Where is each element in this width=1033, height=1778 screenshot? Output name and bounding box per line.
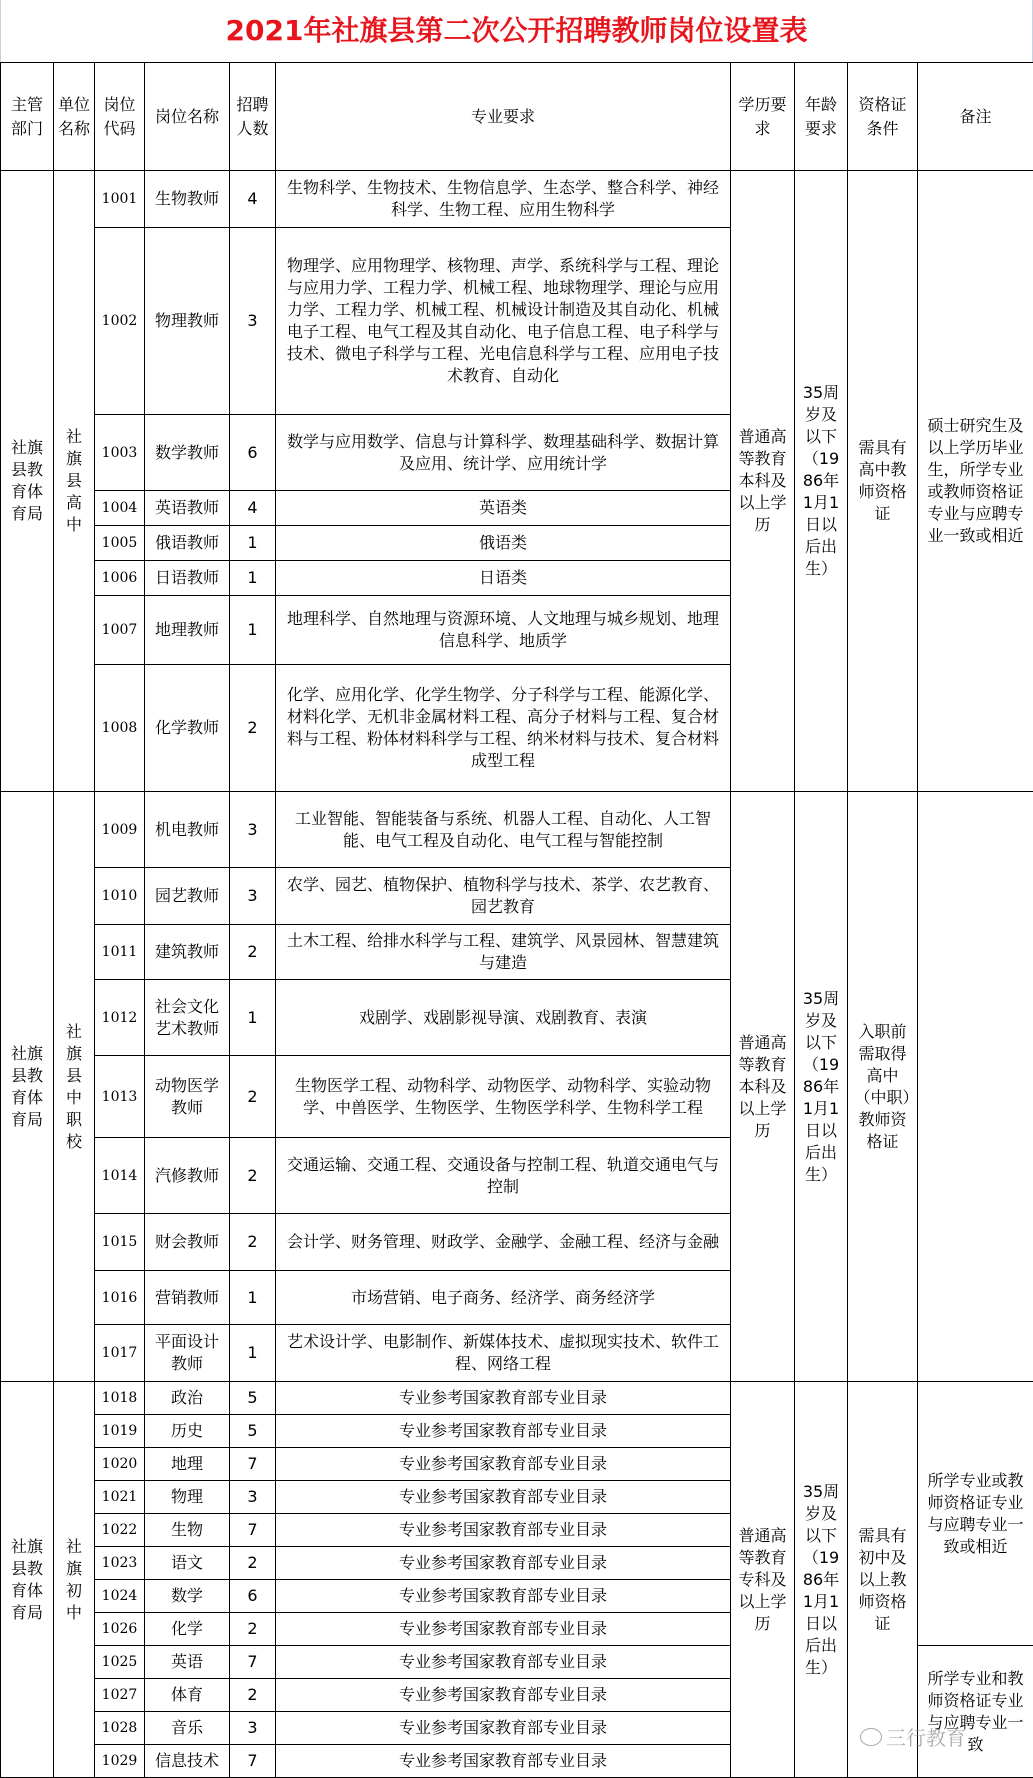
page-title: 2021年社旗县第二次公开招聘教师岗位设置表 bbox=[0, 0, 1033, 62]
positions-table bbox=[0, 62, 1033, 1778]
position-code: 1016 bbox=[95, 1271, 145, 1325]
major-requirement: 土木工程、给排水科学与工程、建筑学、风景园林、智慧建筑与建造 bbox=[276, 925, 731, 980]
major-requirement: 专业参考国家教育部专业目录 bbox=[276, 1547, 731, 1580]
position-name: 历史 bbox=[145, 1415, 230, 1448]
position-name: 物理教师 bbox=[145, 228, 230, 415]
position-name: 园艺教师 bbox=[145, 868, 230, 925]
major-requirement: 日语类 bbox=[276, 561, 731, 596]
position-code: 1012 bbox=[95, 980, 145, 1056]
hire-count: 5 bbox=[230, 1415, 276, 1448]
position-code: 1009 bbox=[95, 792, 145, 868]
certificate-requirement: 入职前需取得高中（中职）教师资格证 bbox=[848, 792, 918, 1382]
notes-cell: 硕士研究生及以上学历毕业生，所学专业或教师资格证专业与应聘专业一致或相近 bbox=[918, 171, 1033, 792]
major-requirement: 物理学、应用物理学、核物理、声学、系统科学与工程、理论与应用力学、工程力学、机械工程、地球物理学、理论与应用力学、工程力学、机械工程、机械设计制造及其自动化、机械电子工程、电气工程及其自动化、电子信息工程、电子科学与技术、微电子科学与工程、光电信息科学与工程、应用电子技术教育、自动化 bbox=[276, 228, 731, 415]
position-code: 1027 bbox=[95, 1679, 145, 1712]
certificate-requirement: 需具有初中及以上教师资格证 bbox=[848, 1382, 918, 1778]
major-requirement: 生物科学、生物技术、生物信息学、生态学、整合科学、神经科学、生物工程、应用生物科学 bbox=[276, 171, 731, 228]
position-code: 1002 bbox=[95, 228, 145, 415]
position-name: 建筑教师 bbox=[145, 925, 230, 980]
unit-cell: 社旗县高中 bbox=[54, 171, 95, 792]
hire-count: 1 bbox=[230, 1325, 276, 1382]
position-name: 政治 bbox=[145, 1382, 230, 1415]
major-requirement: 艺术设计学、电影制作、新媒体技术、虚拟现实技术、软件工程、网络工程 bbox=[276, 1325, 731, 1382]
position-name: 音乐 bbox=[145, 1712, 230, 1745]
notes-cell bbox=[918, 792, 1033, 1382]
header-major: 专业要求 bbox=[276, 63, 731, 171]
hire-count: 2 bbox=[230, 1056, 276, 1138]
position-name: 数学教师 bbox=[145, 415, 230, 491]
position-code: 1024 bbox=[95, 1580, 145, 1613]
major-requirement: 专业参考国家教育部专业目录 bbox=[276, 1514, 731, 1547]
major-requirement: 交通运输、交通工程、交通设备与控制工程、轨道交通电气与控制 bbox=[276, 1138, 731, 1214]
hire-count: 7 bbox=[230, 1646, 276, 1679]
hire-count: 5 bbox=[230, 1382, 276, 1415]
position-name: 营销教师 bbox=[145, 1271, 230, 1325]
position-name: 化学 bbox=[145, 1613, 230, 1646]
age-requirement: 35周岁及以下（1986年1月1日以后出生） bbox=[795, 1382, 848, 1778]
hire-count: 2 bbox=[230, 1138, 276, 1214]
position-name: 地理教师 bbox=[145, 596, 230, 665]
position-name: 化学教师 bbox=[145, 665, 230, 792]
position-name: 数学 bbox=[145, 1580, 230, 1613]
hire-count: 2 bbox=[230, 665, 276, 792]
age-requirement: 35周岁及以下（1986年1月1日以后出生） bbox=[795, 171, 848, 792]
position-name: 物理 bbox=[145, 1481, 230, 1514]
major-requirement: 专业参考国家教育部专业目录 bbox=[276, 1382, 731, 1415]
hire-count: 1 bbox=[230, 526, 276, 561]
table-row bbox=[1, 792, 1033, 868]
hire-count: 4 bbox=[230, 171, 276, 228]
major-requirement: 专业参考国家教育部专业目录 bbox=[276, 1745, 731, 1778]
hire-count: 1 bbox=[230, 596, 276, 665]
position-code: 1020 bbox=[95, 1448, 145, 1481]
department-cell: 社旗县教育体育局 bbox=[1, 1382, 54, 1778]
position-code: 1001 bbox=[95, 171, 145, 228]
header-age: 年龄要求 bbox=[795, 63, 848, 171]
table-row bbox=[1, 171, 1033, 228]
major-requirement: 工业智能、智能装备与系统、机器人工程、自动化、人工智能、电气工程及自动化、电气工程与智能控制 bbox=[276, 792, 731, 868]
unit-cell: 社旗初中 bbox=[54, 1382, 95, 1778]
header-position: 岗位名称 bbox=[145, 63, 230, 171]
certificate-requirement: 需具有高中教师资格证 bbox=[848, 171, 918, 792]
notes-cell: 所学专业和教师资格证专业与应聘专业一致 bbox=[918, 1646, 1033, 1778]
hire-count: 6 bbox=[230, 1580, 276, 1613]
position-name: 汽修教师 bbox=[145, 1138, 230, 1214]
education-requirement: 普通高等教育本科及以上学历 bbox=[731, 171, 795, 792]
hire-count: 2 bbox=[230, 1613, 276, 1646]
education-requirement: 普通高等教育专科及以上学历 bbox=[731, 1382, 795, 1778]
major-requirement: 生物医学工程、动物科学、动物医学、动物科学、实验动物学、中兽医学、生物医学、生物医学科学、生物科学工程 bbox=[276, 1056, 731, 1138]
major-requirement: 专业参考国家教育部专业目录 bbox=[276, 1613, 731, 1646]
table-row bbox=[1, 1382, 1033, 1415]
position-code: 1014 bbox=[95, 1138, 145, 1214]
major-requirement: 专业参考国家教育部专业目录 bbox=[276, 1415, 731, 1448]
major-requirement: 专业参考国家教育部专业目录 bbox=[276, 1481, 731, 1514]
hire-count: 3 bbox=[230, 868, 276, 925]
position-code: 1019 bbox=[95, 1415, 145, 1448]
hire-count: 2 bbox=[230, 925, 276, 980]
position-name: 体育 bbox=[145, 1679, 230, 1712]
position-name: 英语教师 bbox=[145, 491, 230, 526]
major-requirement: 英语类 bbox=[276, 491, 731, 526]
header-count: 招聘人数 bbox=[230, 63, 276, 171]
position-code: 1006 bbox=[95, 561, 145, 596]
major-requirement: 专业参考国家教育部专业目录 bbox=[276, 1679, 731, 1712]
department-cell: 社旗县教育体育局 bbox=[1, 171, 54, 792]
hire-count: 6 bbox=[230, 415, 276, 491]
position-code: 1025 bbox=[95, 1646, 145, 1679]
position-code: 1021 bbox=[95, 1481, 145, 1514]
position-name: 语文 bbox=[145, 1547, 230, 1580]
position-code: 1008 bbox=[95, 665, 145, 792]
header-row bbox=[1, 63, 1033, 171]
position-name: 机电教师 bbox=[145, 792, 230, 868]
department-cell: 社旗县教育体育局 bbox=[1, 792, 54, 1382]
hire-count: 1 bbox=[230, 980, 276, 1056]
position-name: 俄语教师 bbox=[145, 526, 230, 561]
major-requirement: 专业参考国家教育部专业目录 bbox=[276, 1580, 731, 1613]
major-requirement: 戏剧学、戏剧影视导演、戏剧教育、表演 bbox=[276, 980, 731, 1056]
education-requirement: 普通高等教育本科及以上学历 bbox=[731, 792, 795, 1382]
position-code: 1023 bbox=[95, 1547, 145, 1580]
position-name: 信息技术 bbox=[145, 1745, 230, 1778]
position-code: 1015 bbox=[95, 1214, 145, 1271]
major-requirement: 专业参考国家教育部专业目录 bbox=[276, 1712, 731, 1745]
hire-count: 3 bbox=[230, 1481, 276, 1514]
position-code: 1029 bbox=[95, 1745, 145, 1778]
major-requirement: 会计学、财务管理、财政学、金融学、金融工程、经济与金融 bbox=[276, 1214, 731, 1271]
hire-count: 2 bbox=[230, 1214, 276, 1271]
major-requirement: 市场营销、电子商务、经济学、商务经济学 bbox=[276, 1271, 731, 1325]
position-code: 1026 bbox=[95, 1613, 145, 1646]
hire-count: 1 bbox=[230, 561, 276, 596]
major-requirement: 专业参考国家教育部专业目录 bbox=[276, 1448, 731, 1481]
position-code: 1028 bbox=[95, 1712, 145, 1745]
major-requirement: 专业参考国家教育部专业目录 bbox=[276, 1646, 731, 1679]
major-requirement: 化学、应用化学、化学生物学、分子科学与工程、能源化学、材料化学、无机非金属材料工程、高分子材料与工程、复合材料与工程、粉体材料科学与工程、纳米材料与技术、复合材料成型工程 bbox=[276, 665, 731, 792]
position-name: 英语 bbox=[145, 1646, 230, 1679]
header-notes: 备注 bbox=[918, 63, 1033, 171]
hire-count: 3 bbox=[230, 792, 276, 868]
hire-count: 4 bbox=[230, 491, 276, 526]
hire-count: 2 bbox=[230, 1547, 276, 1580]
hire-count: 2 bbox=[230, 1679, 276, 1712]
header-unit: 单位名称 bbox=[54, 63, 95, 171]
position-name: 平面设计教师 bbox=[145, 1325, 230, 1382]
position-code: 1013 bbox=[95, 1056, 145, 1138]
position-code: 1004 bbox=[95, 491, 145, 526]
position-name: 社会文化艺术教师 bbox=[145, 980, 230, 1056]
position-name: 日语教师 bbox=[145, 561, 230, 596]
position-code: 1017 bbox=[95, 1325, 145, 1382]
hire-count: 7 bbox=[230, 1448, 276, 1481]
header-code: 岗位代码 bbox=[95, 63, 145, 171]
hire-count: 7 bbox=[230, 1514, 276, 1547]
position-name: 生物 bbox=[145, 1514, 230, 1547]
major-requirement: 数学与应用数学、信息与计算科学、数理基础科学、数据计算及应用、统计学、应用统计学 bbox=[276, 415, 731, 491]
position-code: 1011 bbox=[95, 925, 145, 980]
position-code: 1003 bbox=[95, 415, 145, 491]
header-certificate: 资格证条件 bbox=[848, 63, 918, 171]
major-requirement: 俄语类 bbox=[276, 526, 731, 561]
watermark-text: 三行教育 bbox=[886, 1722, 966, 1751]
unit-cell: 社旗县中职校 bbox=[54, 792, 95, 1382]
hire-count: 3 bbox=[230, 228, 276, 415]
hire-count: 7 bbox=[230, 1745, 276, 1778]
age-requirement: 35周岁及以下（1986年1月1日以后出生） bbox=[795, 792, 848, 1382]
position-name: 财会教师 bbox=[145, 1214, 230, 1271]
header-education: 学历要求 bbox=[731, 63, 795, 171]
position-name: 生物教师 bbox=[145, 171, 230, 228]
position-code: 1018 bbox=[95, 1382, 145, 1415]
major-requirement: 农学、园艺、植物保护、植物科学与技术、茶学、农艺教育、园艺教育 bbox=[276, 868, 731, 925]
hire-count: 1 bbox=[230, 1271, 276, 1325]
header-department: 主管部门 bbox=[1, 63, 54, 171]
position-code: 1010 bbox=[95, 868, 145, 925]
watermark bbox=[860, 1722, 966, 1751]
position-name: 动物医学教师 bbox=[145, 1056, 230, 1138]
hire-count: 3 bbox=[230, 1712, 276, 1745]
position-name: 地理 bbox=[145, 1448, 230, 1481]
major-requirement: 地理科学、自然地理与资源环境、人文地理与城乡规划、地理信息科学、地质学 bbox=[276, 596, 731, 665]
position-code: 1022 bbox=[95, 1514, 145, 1547]
position-code: 1007 bbox=[95, 596, 145, 665]
position-code: 1005 bbox=[95, 526, 145, 561]
wechat-icon bbox=[860, 1728, 882, 1746]
notes-cell: 所学专业或教师资格证专业与应聘专业一致或相近 bbox=[918, 1382, 1033, 1646]
